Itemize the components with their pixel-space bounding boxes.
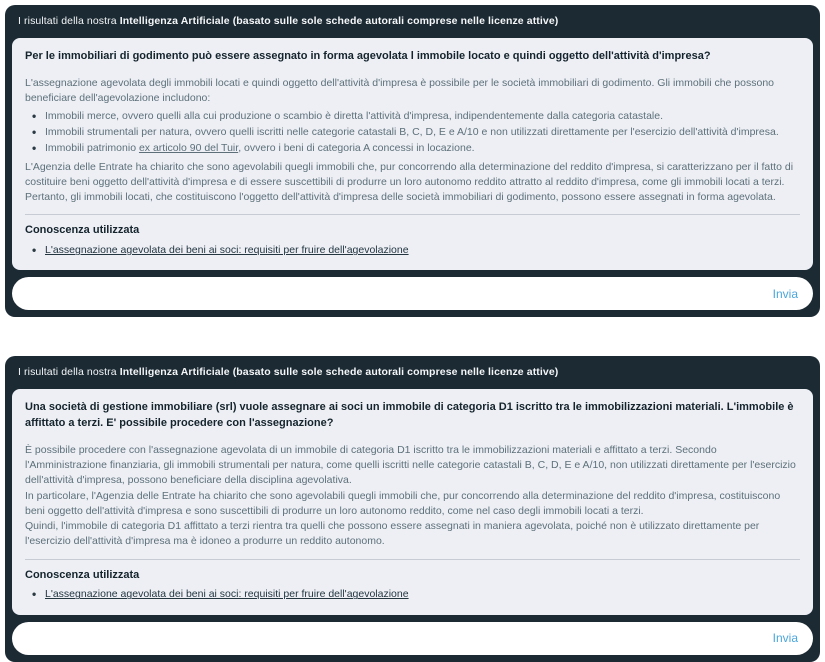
- tuir-article-link[interactable]: ex articolo 90 del Tuir: [138, 142, 239, 155]
- ai-result-panel-2: [5, 356, 820, 661]
- divider: [25, 559, 800, 560]
- bullet-icon: •: [32, 587, 37, 602]
- send-button[interactable]: Invia: [772, 631, 798, 646]
- list-item: [25, 243, 800, 258]
- send-button[interactable]: Invia: [772, 286, 798, 301]
- header-text: I risultati della nostra: [18, 366, 120, 379]
- question-title: Per le immobiliari di godimento può essere assegnato in forma agevolata l immobile locato e quindi oggetto dell'attività d'impresa?: [25, 49, 711, 62]
- question-title: Una società di gestione immobiliare (srl) vuole assegnare ai soci un immobile di categoria D1 iscritto tra le immobilizzazioni materiali. L'immobile è affittato a terzi. E' possibile procedere con l'assegnazione?: [25, 401, 794, 430]
- answer-card: [12, 389, 813, 615]
- header-text: I risultati della nostra: [18, 15, 120, 27]
- bullet-text-suffix: , ovvero i beni di categoria A concessi in locazione.: [238, 142, 475, 155]
- answer-paragraph: Quindi, l'immobile di categoria D1 affittato a terzi rientra tra quelli che possono essere assegnati in maniera agevolata, poiché non è utilizzato direttamente per l'esercizio dell'attività d'impresa ma è idoneo a produrre un reddito autonomo.: [25, 520, 760, 548]
- answer-paragraph: L'Agenzia delle Entrate ha chiarito che sono agevolabili quegli immobili che, pur concorrendo alla determinazione del reddito d'impresa, si caratterizzano per il fatto di costituire beni oggetto dell'attività d'impresa e di essere suscettibili di produrre un loro autonomo reddito attratto al reddito d'impresa, come gli immobili locati a terzi.: [25, 160, 794, 188]
- knowledge-source-link[interactable]: L'assegnazione agevolata dei beni ai soci: requisiti per fruire dell'agevolazione: [45, 244, 409, 257]
- bullet-icon: •: [32, 243, 37, 258]
- knowledge-source-link[interactable]: L'assegnazione agevolata dei beni ai soci: requisiti per fruire dell'agevolazione: [45, 588, 409, 601]
- message-input-bar: [12, 622, 813, 655]
- answer-intro: L'assegnazione agevolata degli immobili locati e quindi oggetto dell'attività d'impresa è possibile per le società immobiliari di godimento. Gli immobili che possono beneficiare dell'agevolazione includono:: [25, 76, 774, 104]
- knowledge-section-title: Conoscenza utilizzata: [25, 224, 140, 237]
- bullet-text-prefix: Immobili patrimonio: [45, 142, 139, 155]
- bullet-icon: •: [32, 109, 37, 124]
- bullet-text: Immobili strumentali per natura, ovvero quelli iscritti nelle categorie catastali B, C, D, E e A/10 e non utilizzati direttamente per l'esercizio dell'attività d'impresa.: [45, 126, 779, 139]
- answer-paragraph: È possibile procedere con l'assegnazione agevolata di un immobile di categoria D1 iscritto tra le immobilizzazioni materiali e affittato a terzi. Secondo l'Amministrazione finanziaria, gli immobili strumentali per natura, come quelli iscritti nelle categorie catastali B, C, D, E e A/10, non utilizzati direttamente per l'esercizio dell'attività d'impresa, possono beneficiare della disciplina agevolativa.: [25, 444, 796, 487]
- divider: [25, 214, 800, 215]
- panel-header: [12, 5, 813, 38]
- message-input[interactable]: [26, 287, 773, 301]
- list-item: [25, 125, 800, 140]
- message-input[interactable]: [26, 631, 773, 645]
- answer-card: [12, 38, 813, 271]
- knowledge-list: [25, 587, 800, 602]
- knowledge-section-title: Conoscenza utilizzata: [25, 568, 140, 581]
- list-item: [25, 141, 800, 156]
- bullet-text: [45, 142, 475, 154]
- answer-paragraph: Pertanto, gli immobili locati, che costituiscono l'oggetto dell'attività d'impresa delle società immobiliari di godimento, possono essere assegnati in forma agevolata.: [25, 191, 776, 204]
- panel-header: [12, 356, 813, 389]
- list-item: [25, 109, 800, 124]
- bullet-icon: •: [32, 141, 37, 156]
- answer-bullet-list: [25, 109, 800, 157]
- header-text-bold: Intelligenza Artificiale (basato sulle sole schede autorali comprese nelle licenze attive): [119, 366, 559, 379]
- ai-result-panel-1: [5, 5, 820, 317]
- bullet-icon: •: [32, 125, 37, 140]
- knowledge-list: [25, 243, 800, 258]
- message-input-bar: [12, 277, 813, 310]
- answer-paragraph: In particolare, l'Agenzia delle Entrate ha chiarito che sono agevolabili quegli immobili che, pur concorrendo alla determinazione del reddito d'impresa, costituiscono beni oggetto dell'attività d'impresa e sono suscettibili di produrre un loro autonomo reddito, come nel caso degli immobili locati a terzi.: [25, 489, 781, 517]
- header-text-bold: Intelligenza Artificiale (basato sulle sole schede autorali comprese nelle licenze attive): [119, 15, 559, 27]
- bullet-text: Immobili merce, ovvero quelli alla cui produzione o scambio è diretta l'attività d'impresa, indipendentemente dalla categoria catastale.: [45, 110, 664, 123]
- list-item: [25, 587, 800, 602]
